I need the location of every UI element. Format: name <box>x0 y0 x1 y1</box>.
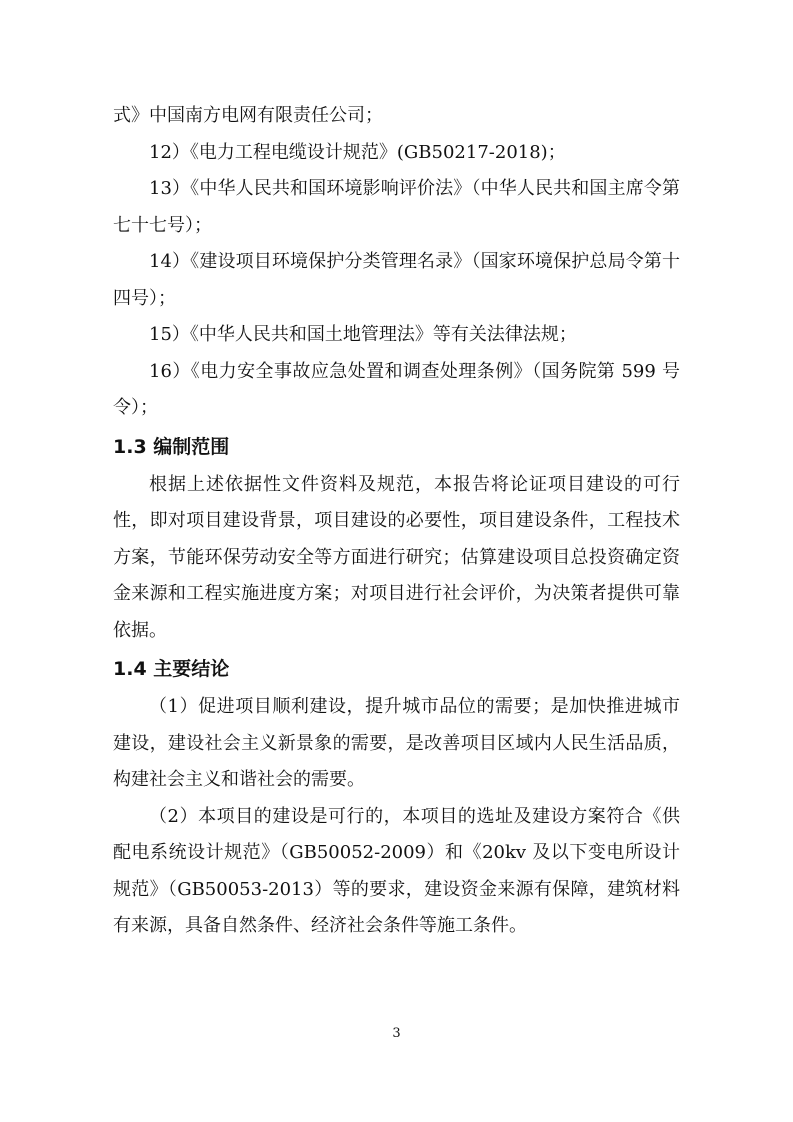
conclusion-paragraph: （1）促进项目顺利建设，提升城市品位的需要；是加快推进城市建设，建设社会主义新景象的需要，是改善项目区域内人民生活品质，构建社会主义和谐社会的需要。 <box>113 696 680 790</box>
section-heading-conclusions: 1.4 主要结论 <box>113 658 230 680</box>
list-item: 13）《中华人民共和国环境影响评价法》（中华人民共和国主席令第七十七号）； <box>113 178 680 236</box>
list-item: 15）《中华人民共和国土地管理法》等有关法律法规； <box>149 324 577 345</box>
list-item: 14）《建设项目环境保护分类管理名录》（国家环境保护总局令第十四号）； <box>113 251 680 309</box>
page-number: 3 <box>392 1026 401 1041</box>
list-item: 16）《电力安全事故应急处置和调查处理条例》（国务院第 599 号令）； <box>113 360 680 418</box>
conclusion-paragraph: （2）本项目的建设是可行的，本项目的选址及建设方案符合《供配电系统设计规范》（GB50052-2009）和《20kv 及以下变电所设计规范》（GB50053-2013）等的要求，建设资金来源有保障，建筑材料有来源，具备自然条件、经济社会条件等施工条件。 <box>113 805 680 936</box>
page-content <box>113 98 680 945</box>
list-item: 式》中国南方电网有限责任公司； <box>113 105 383 126</box>
list-item: 12）《电力工程电缆设计规范》(GB50217-2018)； <box>149 141 566 163</box>
section-heading-scope: 1.3 编制范围 <box>113 435 230 458</box>
section-body-scope: 根据上述依据性文件资料及规范，本报告将论证项目建设的可行性，即对项目建设背景，项目建设的必要性，项目建设条件，工程技术方案，节能环保劳动安全等方面进行研究；估算建设项目总投资确定资金来源和工程实施进度方案；对项目进行社会评价，为决策者提供可靠依据。 <box>113 473 680 641</box>
